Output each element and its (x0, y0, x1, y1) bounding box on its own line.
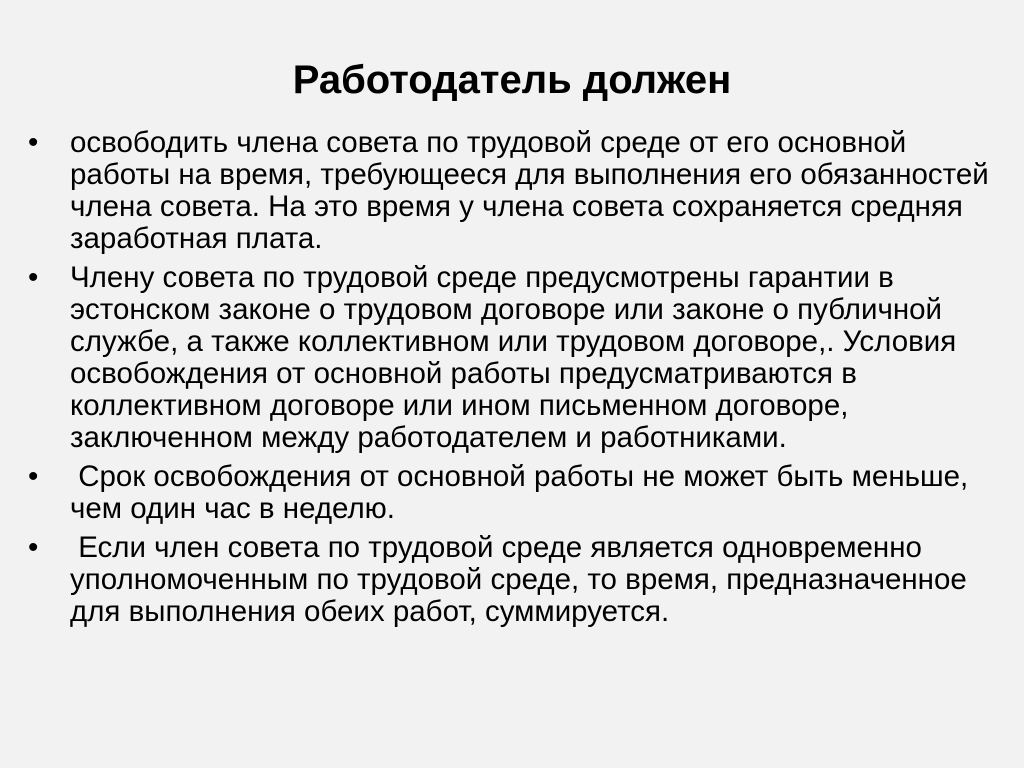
bullet-text: Срок освобождения от основной работы не может быть меньше, чем один час в неделю. (70, 460, 977, 525)
slide-title: Работодатель должен (292, 58, 732, 102)
bullet-marker-icon: • (28, 261, 39, 294)
bullet-item (28, 262, 1003, 454)
bullet-item (28, 461, 1003, 525)
bullet-item (28, 127, 1003, 255)
bullet-text: Члену совета по трудовой среде предусмотрены гарантии в эстонском законе о трудовом договоре или законе о публичной службе, а также коллективном или трудовом договоре,. Условия освобождения от основной работы предусматриваются в коллективном договоре или ином письменном договоре, заключенном между работодателем и работниками. (70, 261, 957, 454)
bullet-text: освободить члена совета по трудовой среде от его основной работы на время, требующееся для выполнения его обязанностей члена совета. На это время у члена совета сохраняется средняя заработная плата. (70, 126, 989, 255)
bullet-marker-icon: • (28, 460, 39, 493)
bullet-marker-icon: • (28, 126, 39, 159)
bullet-text: Если член совета по трудовой среде является одновременно уполномоченным по трудовой среде, то время, предназначенное для выполнения обеих работ, суммируется. (70, 531, 975, 628)
bullet-marker-icon: • (28, 531, 39, 564)
bullet-list (28, 127, 1003, 635)
bullet-item (28, 532, 1003, 628)
